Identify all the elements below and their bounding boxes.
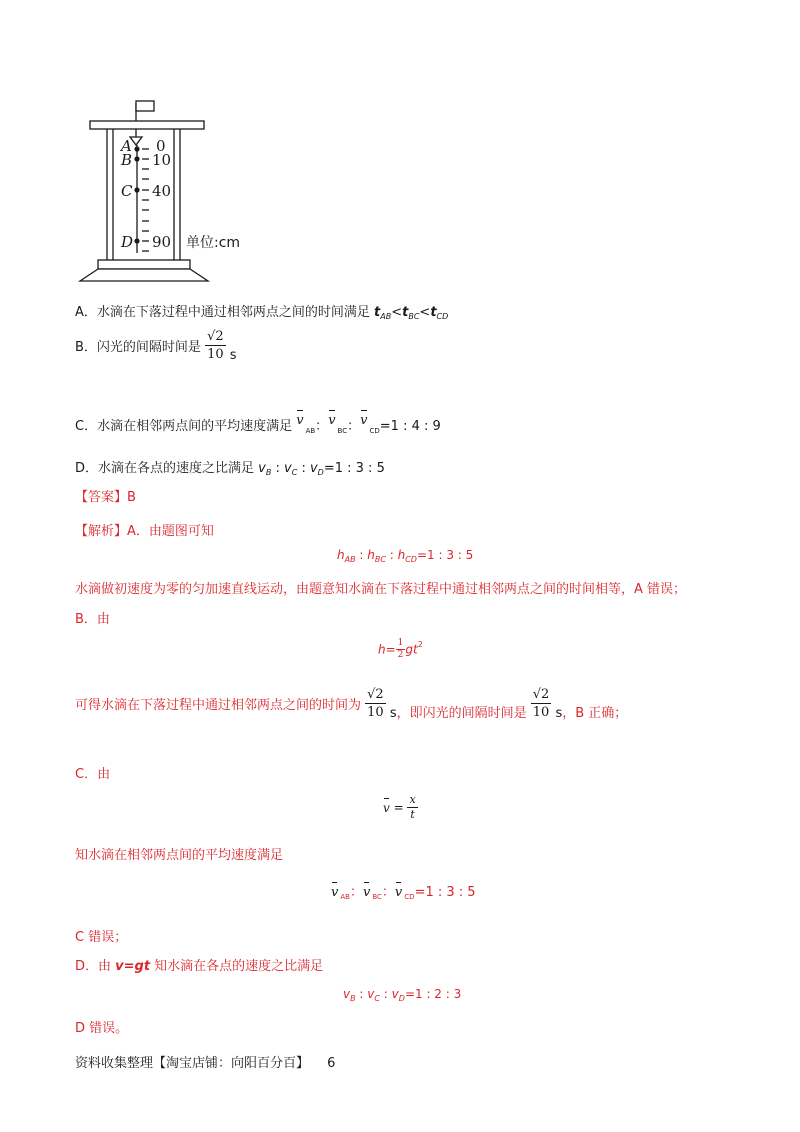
option-b: B．闪光的间隔时间是 $\frac{√2}{10}$ s: [75, 329, 237, 363]
analysis-c-label: C．由: [75, 767, 111, 782]
page-number: 6: [327, 1056, 336, 1071]
analysis-d-line: D．由 v=gt 知水滴在各点的速度之比满足: [75, 959, 324, 974]
answer-label: 【答案】B: [75, 490, 136, 505]
page-footer: [75, 1052, 335, 1071]
analysis-c-wrong: C 错误；: [75, 930, 128, 945]
footer-text: 资料收集整理【淘宝店铺：向阳百分百】: [75, 1056, 310, 1071]
apparatus-figure: [70, 95, 330, 290]
interval-fraction: $\frac{√2}{10}$: [207, 329, 224, 362]
option-c: C．水滴在相邻两点间的平均速度满足 $v_{AB}$：$v_{BC}$：$v_{CD}=1$ : 4 : 9: [75, 413, 441, 435]
analysis-b-label: B．由: [75, 612, 110, 627]
scale-value-40: 40: [152, 182, 172, 200]
point-label-c: C: [121, 182, 133, 200]
option-a: A．水滴在下落过程中通过相邻两点之间的时间满足 $t_{AB}<t_{BC}<t_{CD}$: [75, 305, 449, 321]
analysis-eq-speed-ratio: $v_B$ : $v_C$ : $v_D=1$ : 2 : 3: [343, 987, 462, 1003]
unit-label: 单位:cm: [186, 235, 241, 251]
scale-value-10: 10: [152, 151, 172, 169]
analysis-eq-h-formula: h= $\frac{1}{2}$ $gt^2$: [378, 638, 423, 660]
point-label-d: D: [121, 233, 134, 251]
option-d: D．水滴在各点的速度之比满足 $v_B$ : $v_C$ : $v_D=1$ : 3 : 5: [75, 461, 385, 477]
analysis-label: 【解析】A．由题图可知: [75, 524, 214, 539]
point-label-b: B: [121, 151, 133, 169]
point-label-a: A: [121, 137, 132, 155]
analysis-eq-avg-velocity: v = $\frac{x}{t}$: [383, 793, 416, 821]
analysis-d-wrong: D 错误。: [75, 1021, 129, 1036]
analysis-eq-velocity-ratio: v $_{AB}$：v $_{BC}$：v $_{CD}$=1 : 3 : 5: [331, 885, 476, 901]
analysis-line-3: 知水滴在相邻两点间的平均速度满足: [75, 848, 284, 863]
analysis-eq-h-ratio: $h_{AB}$ : $h_{BC}$ : $h_{CD}=1$ : 3 : 5: [337, 548, 474, 564]
scale-value-0: 0: [156, 137, 166, 155]
analysis-line-1: 水滴做初速度为零的匀加速直线运动，由题意知水滴在下落过程中通过相邻两点之间的时间相等，A 错误；: [75, 582, 687, 597]
scale-value-90: 90: [152, 233, 172, 251]
analysis-line-2: 可得水滴在下落过程中通过相邻两点之间的时间为 $\frac{√2}{10}$ s，即闪光的间隔时间是 $\frac{√2}{10}$ s，B 正确；: [75, 687, 628, 721]
